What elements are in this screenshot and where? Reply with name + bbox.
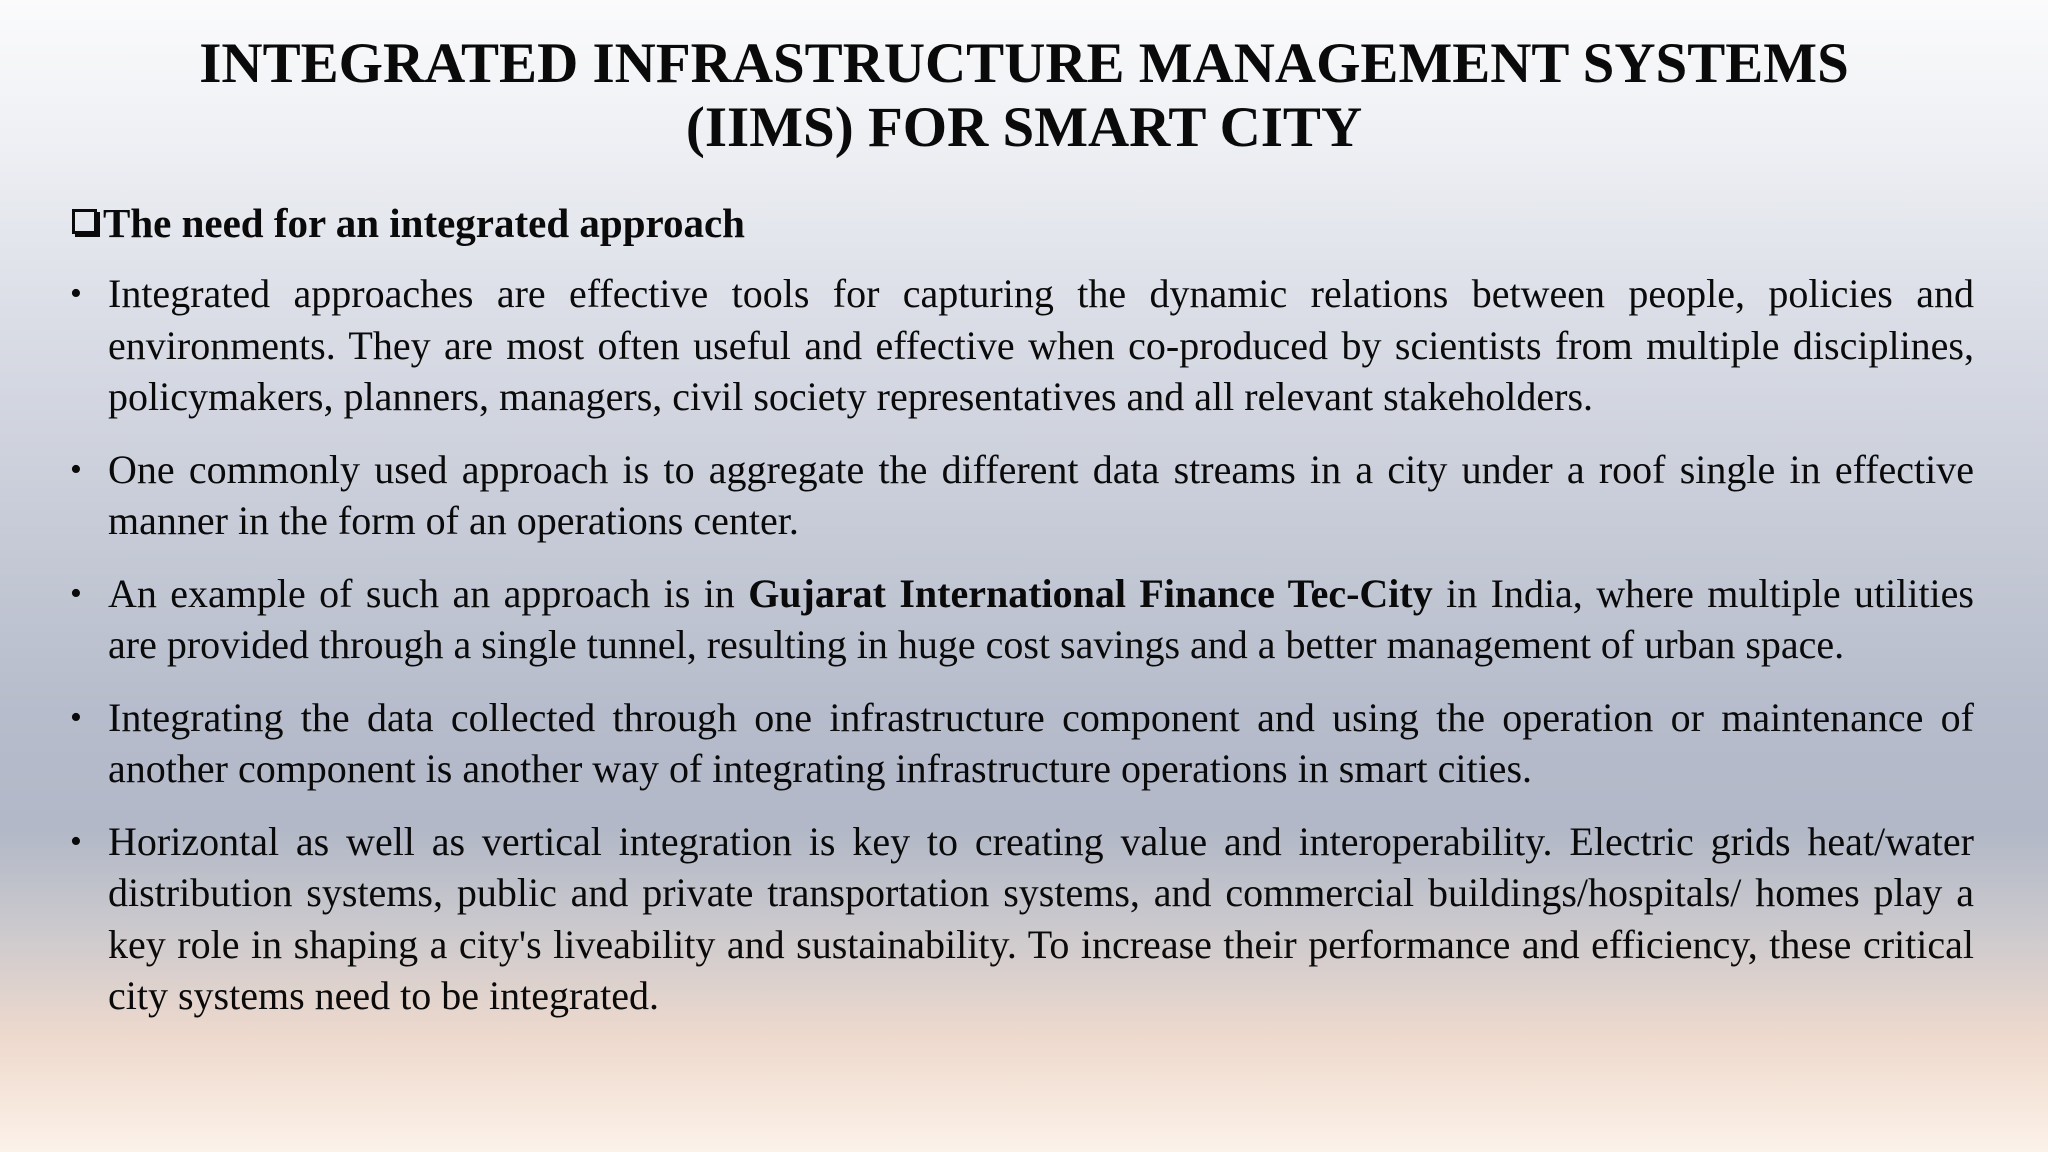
bullet-item [66,444,1974,547]
bullet-text [108,568,1974,671]
slide-title-line-1: INTEGRATED INFRASTRUCTURE MANAGEMENT SYSTEMS [199,32,1849,95]
slide-title-line-2: (IIMS) FOR SMART CITY [685,96,1363,159]
section-heading [72,196,745,250]
bullet-item [66,816,1974,1022]
bullet-text: Integrated approaches are effective tools for capturing the dynamic relations between people, policies and environments. They are most often useful and effective when co-produced by scientists from multiple disciplines, policymakers, planners, managers, civil society representatives and all relevant stakeholders. [108,271,1974,419]
bullet-text-part: An example of such an approach is in [108,570,749,616]
bullet-dot-icon: • [70,822,82,860]
bullet-item [66,692,1974,795]
bullet-text-part: in India, where multiple utilities are provided through a single tunnel, resulting in huge cost savings and a better management of urban space. [108,570,1974,667]
bullet-item [66,568,1974,671]
bullet-dot-icon: • [70,275,82,312]
bullet-text: One commonly used approach is to aggregate the different data streams in a city under a roof single in effective manner in the form of an operations center. [108,446,1974,543]
bullet-dot-icon: • [70,698,82,736]
bullet-dot-icon: • [70,574,82,612]
bullet-text-emphasis: Gujarat International Finance Tec-City [748,570,1433,616]
checkbox-bullet-icon [72,209,97,234]
bullet-item [66,268,1974,423]
bullet-dot-icon: • [70,450,82,488]
slide-title [120,32,1928,160]
section-heading-text: The need for an integrated approach [103,200,745,246]
bullet-text: Horizontal as well as vertical integration is key to creating value and interoperability. Electric grids heat/water distribution systems, public and private transportation systems, and commercial buildings/hospitals/ homes play a key role in shaping a city's liveability and sustainability. To increase their performance and efficiency, these critical city systems need to be integrated. [108,818,1974,1018]
bullet-list [66,268,1974,1043]
bullet-text: Integrating the data collected through one infrastructure component and using the operation or maintenance of another component is another way of integrating infrastructure operations in smart cities. [108,694,1974,791]
